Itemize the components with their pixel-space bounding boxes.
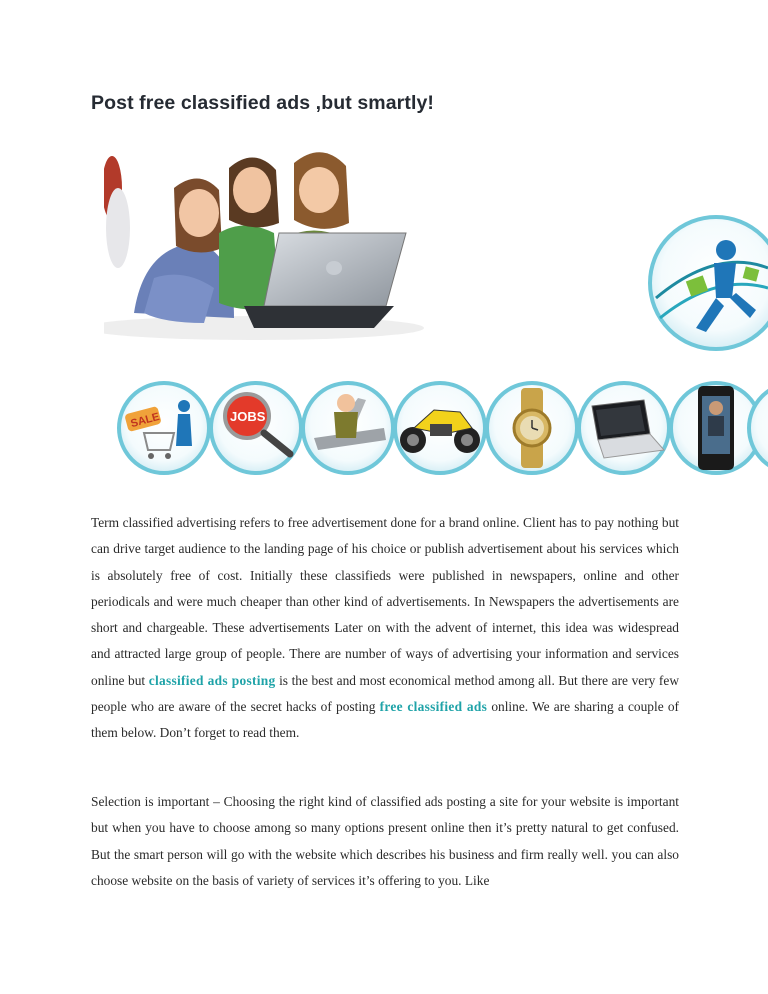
intro-text-c: online. We are sharing a couple of them below. Don’t forget to read them. — [91, 699, 679, 741]
sale-cart-icon — [119, 383, 209, 473]
svg-text:SALE: SALE — [129, 410, 161, 431]
classified-ads-posting-link[interactable]: classified ads posting — [148, 672, 276, 688]
intro-paragraph — [91, 510, 679, 747]
wristwatch-icon — [487, 383, 577, 473]
mechanic-plane-icon — [303, 383, 393, 473]
intro-text-b: is the best and most economical method among all. But there are very few people who are aware of the secret hacks of posting — [91, 672, 679, 715]
jobs-magnifier-icon — [211, 383, 301, 473]
hero-image — [104, 128, 768, 488]
motorcycle-icon — [395, 383, 485, 473]
free-classified-ads-link[interactable]: free classified ads — [379, 699, 488, 715]
category-bubbles — [119, 383, 768, 473]
people-with-laptop-photo — [104, 152, 424, 340]
laptop-icon — [579, 383, 669, 473]
selection-paragraph — [91, 789, 679, 894]
intro-text-a: Term classified advertising refers to free advertisement done for a brand online. Client has to pay nothing but can drive target audience to the landing page of his choice or publish advertisement about his services which is absolutely free of cost. Initially these classifieds were published in newspapers, online and other periodicals and were much cheaper than other kind of advertisements. In Newspapers the advertisements are short and chargeable. These advertisements Later on with the advent of internet, this idea was widespread and attracted large group of people. There are number of ways of advertising your information and services online but — [91, 515, 679, 688]
selection-text: Selection is important – Choosing the right kind of classified ads posting a site for your website is important but when you have to choose among so many options present online then it’s pretty natural to get confused. But the smart person will go with the website which describes his business and firm really well. you can also choose website on the basis of variety of services it’s offering to you. Like — [91, 794, 679, 888]
large-bubble — [650, 217, 768, 349]
svg-text:JOBS: JOBS — [230, 409, 266, 424]
page-title: Post free classified ads ,but smartly! — [91, 92, 435, 114]
